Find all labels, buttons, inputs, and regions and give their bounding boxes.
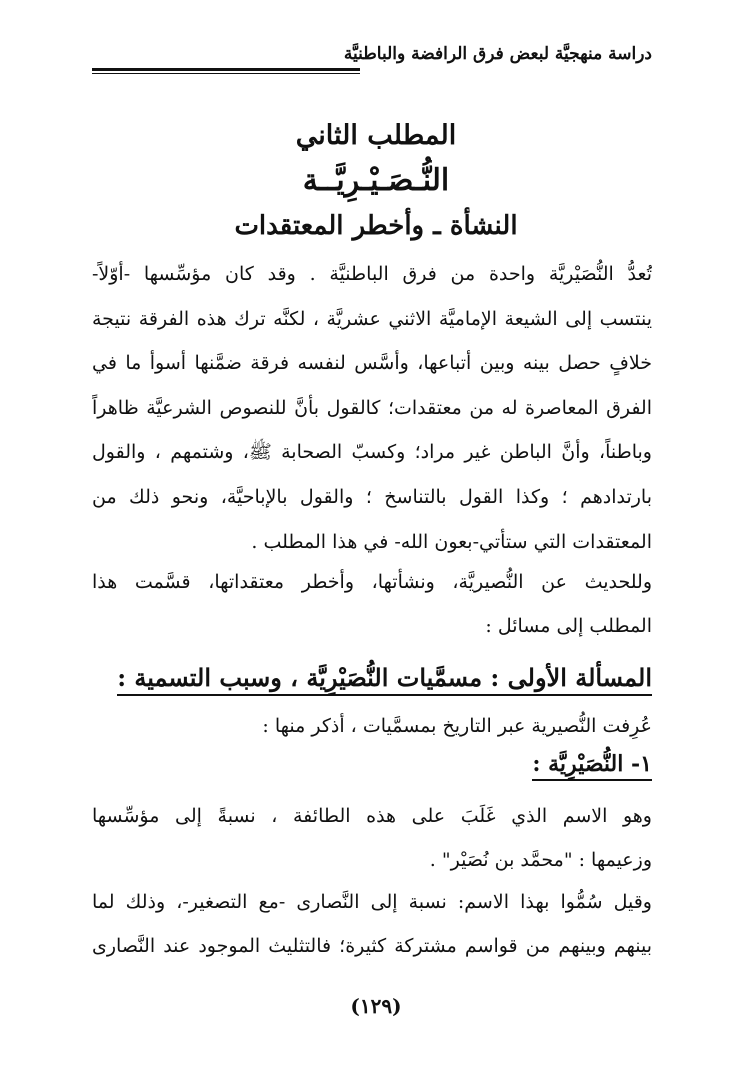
plan-line: وللحديث عن النُّصيريَّة، ونشأتها، وأخطر معتقداتها، قسَّمت هذا [92,571,652,593]
running-header: دراسة منهجيَّة لبعض فرق الرافضة والباطنيَّة [343,44,652,64]
note-line: وقيل سُمُّوا بهذا الاسم: نسبة إلى النَّصارى -مع التصغير-، وذلك لما [92,891,652,913]
item-heading [532,746,652,782]
intro-paragraph [92,252,652,564]
sect-name-title: النُّـصَـيْـرِيَّــة [302,163,450,198]
intro-line: بارتدادهم ؛ وكذا القول بالتناسخ ؛ والقول بالإباحيَّة، ونحو ذلك من [92,485,652,508]
page-number: (١٢٩) [350,994,402,1018]
plan-paragraph [92,560,652,648]
section-title: المطلب الثاني [295,120,457,151]
title-block [100,115,652,247]
intro-line: ينتسب إلى الشيعة الإماميَّة الاثني عشريَّة ، لكنَّه ترك هذه الفرقة نتيجة [92,307,652,330]
item-heading-text: ١- النُّصَيْرِيَّة : [532,751,652,781]
intro-line: وباطناً، وأنَّ الباطن غير مراد؛ وكسبّ الصحابة ﷺ، وشتمهم ، والقول [92,441,652,464]
header-rule-thin [92,73,360,74]
intro-line: الفرق المعاصرة له من معتقدات؛ كالقول بأنَّ للنصوص الشرعيَّة ظاهراً [92,396,652,419]
question-heading-text: المسألة الأولى : مسمَّيات النُّصَيْرِيَّة ، وسبب التسمية : [117,663,652,696]
intro-line: خلافٍ حصل بينه وبين أتباعها، وأسَّس لنفسه فرقة ضمَّنها أسوأ ما في [92,352,652,375]
plan-line: المطلب إلى مسائل : [485,615,652,637]
section-subtitle: النشأة ـ وأخطر المعتقدات [234,211,518,241]
intro-line: المعتقدات التي ستأتي-بعون الله- في هذا المطلب . [251,530,652,553]
header-rule [92,68,360,71]
item-line: وهو الاسم الذي غَلَبَ على هذه الطائفة ، نسبةً إلى مؤسِّسها [92,805,652,827]
item-paragraph [92,794,652,882]
note-line: بينهم وبينهم من قواسم مشتركة كثيرة؛ فالتثليث الموجود عند النَّصارى [92,935,652,957]
known-by-line: عُرِفت النُّصيرية عبر التاريخ بمسمَّيات ، أذكر منها : [262,715,652,737]
note-paragraph [92,880,652,968]
question-heading [100,660,652,696]
item-line: وزعيمها : "محمَّد بن نُصَيْر" . [429,849,652,871]
intro-line: تُعدُّ النُّصَيْريَّة واحدة من فرق الباطنيَّة . وقد كان مؤسِّسها -أوّلاً- [92,263,652,285]
